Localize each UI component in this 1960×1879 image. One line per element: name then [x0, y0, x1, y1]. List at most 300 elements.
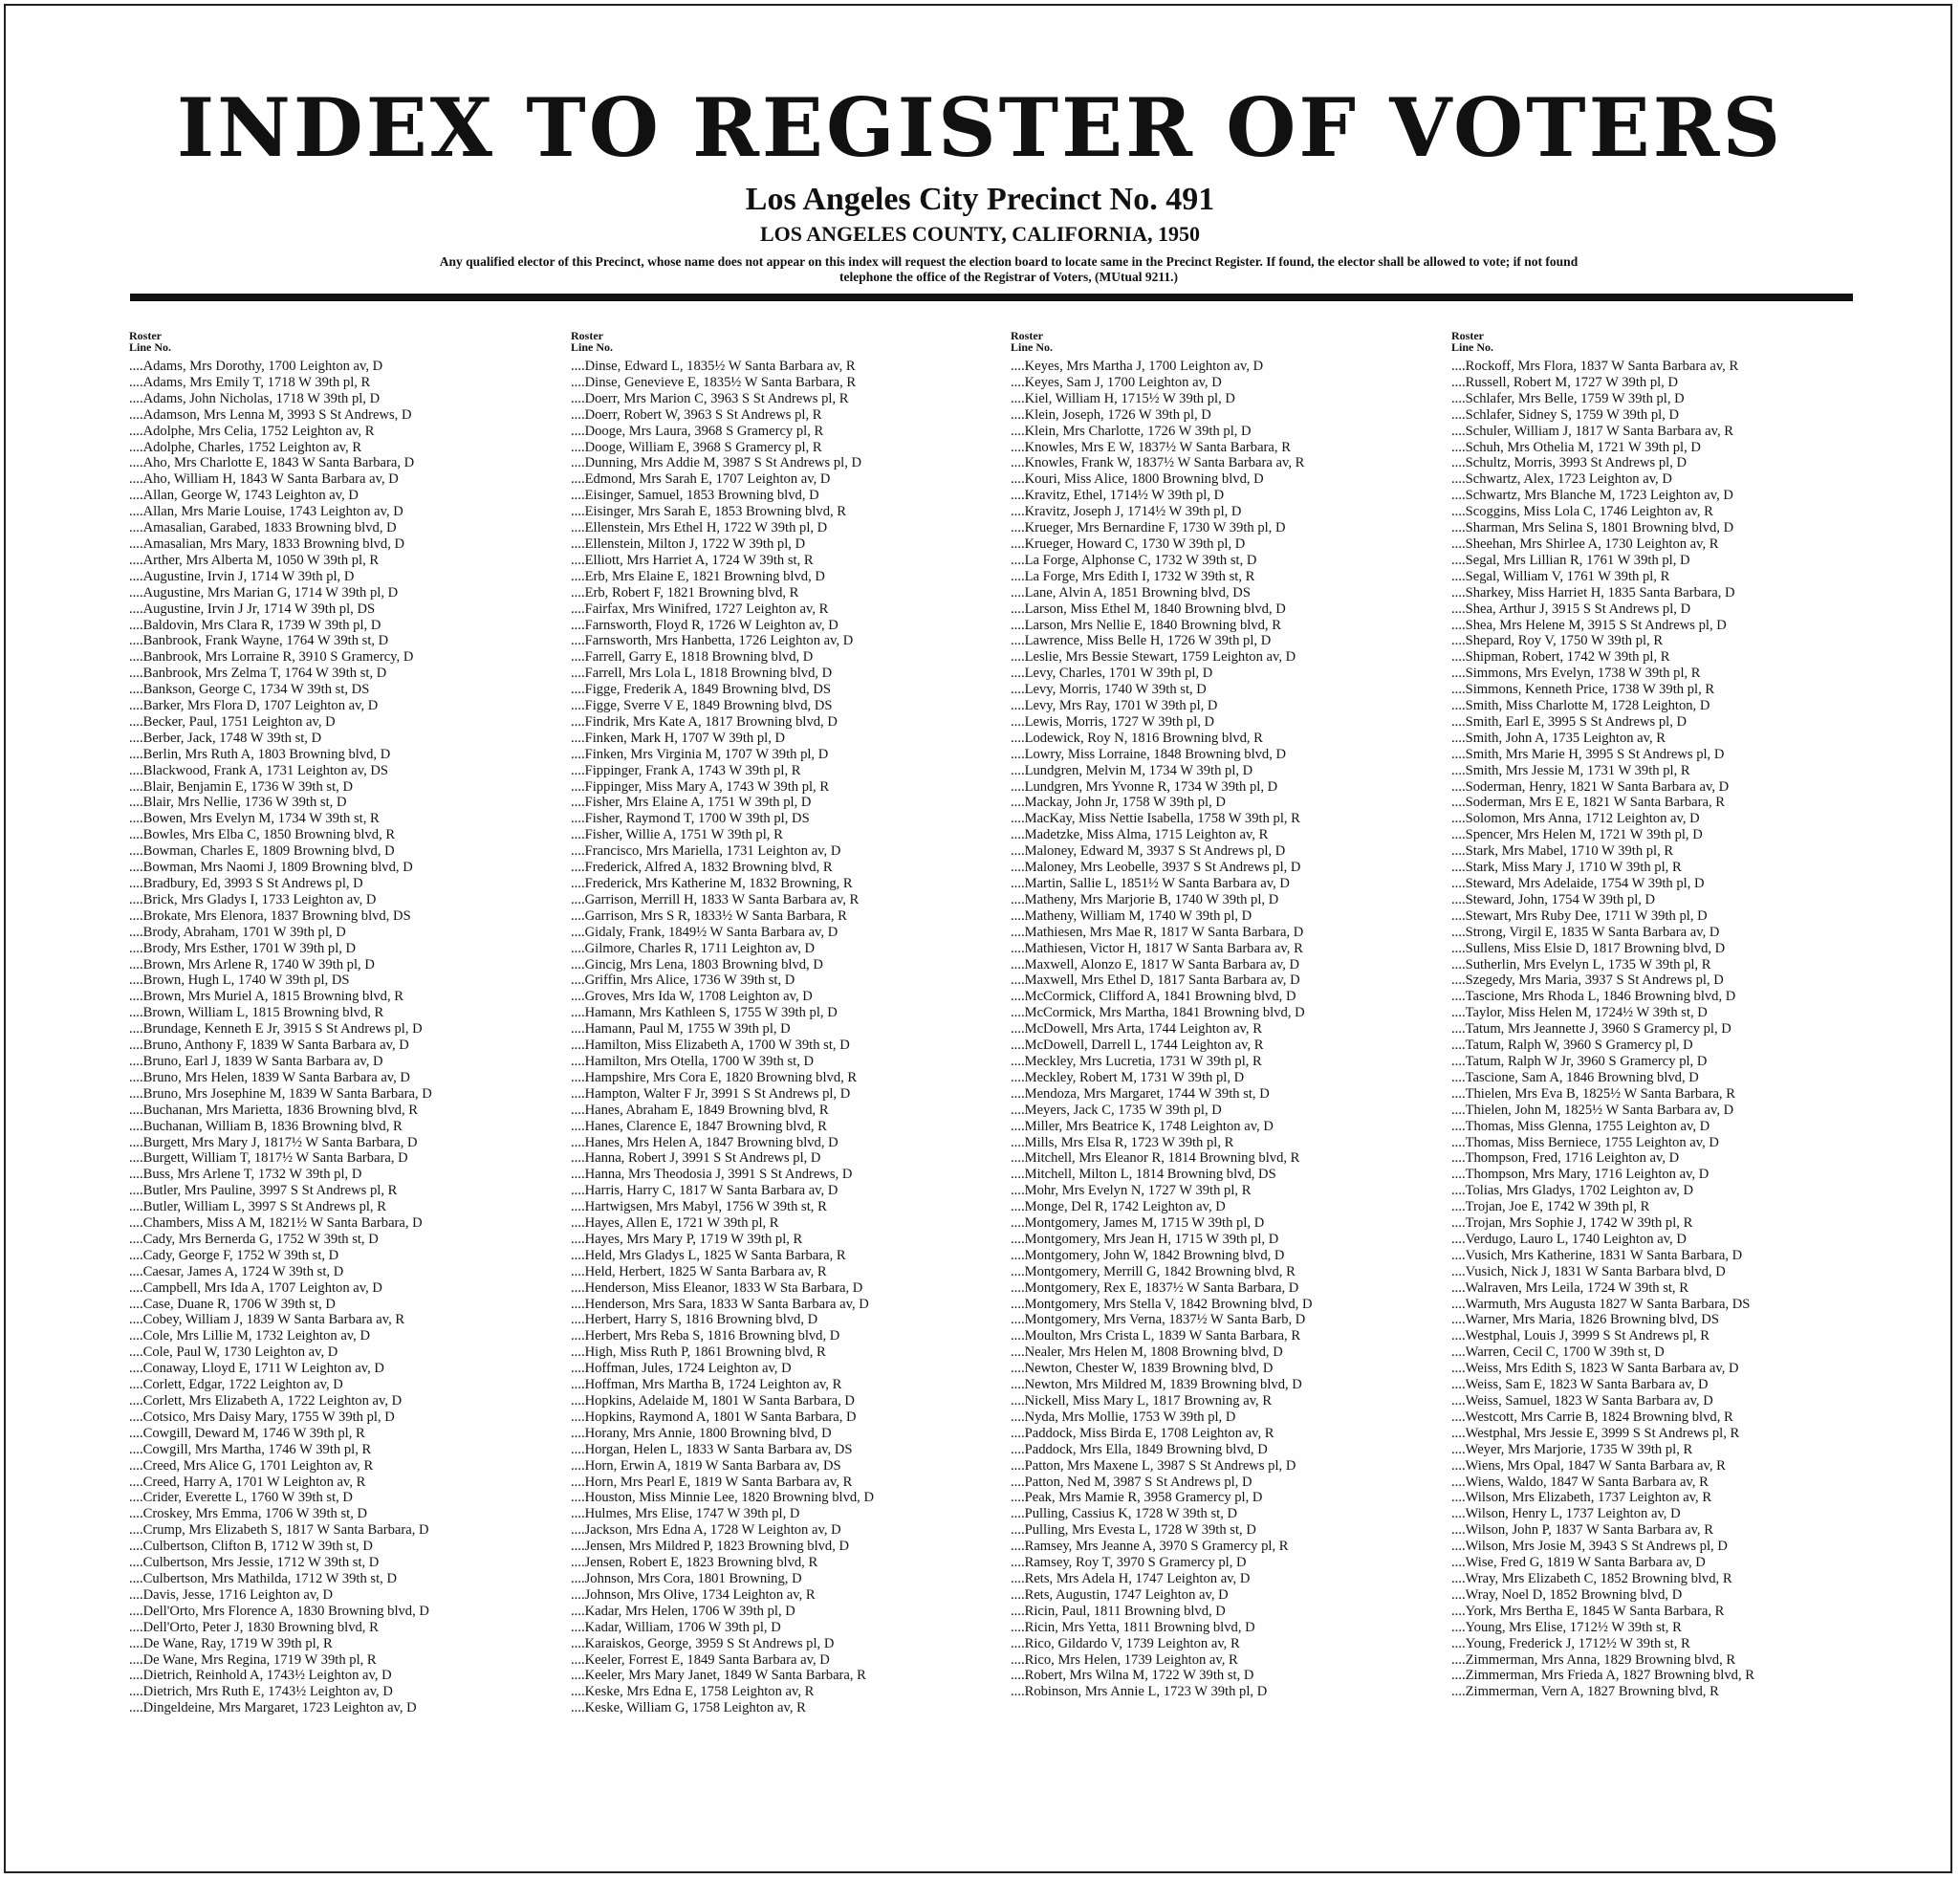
voter-entry: ....Fisher, Mrs Elaine A, 1751 W 39th pl, D: [571, 795, 812, 811]
voter-entry: ....Paddock, Miss Birda E, 1708 Leighton av, R: [1011, 1425, 1274, 1441]
voter-entry: ....Croskey, Mrs Emma, 1706 W 39th st, D: [129, 1506, 368, 1522]
voter-entry: ....Augustine, Mrs Marian G, 1714 W 39th pl, D: [129, 584, 399, 601]
voter-entry: ....Fippinger, Miss Mary A, 1743 W 39th pl, R: [571, 778, 830, 795]
voter-entry: ....Lundgren, Melvin M, 1734 W 39th pl, D: [1011, 762, 1253, 778]
voter-entry: ....Levy, Charles, 1701 W 39th pl, D: [1011, 666, 1213, 682]
voter-entry: ....Wray, Noel D, 1852 Browning blvd, D: [1451, 1586, 1683, 1603]
voter-entry: ....Becker, Paul, 1751 Leighton av, D: [129, 713, 336, 730]
voter-entry: ....McDowell, Mrs Arta, 1744 Leighton av, R: [1011, 1021, 1262, 1038]
voter-entry: ....Buss, Mrs Arlene T, 1732 W 39th pl, D: [129, 1167, 362, 1183]
voter-entry: ....Brown, Mrs Arlene R, 1740 W 39th pl, D: [129, 956, 375, 972]
column-header-line-no: Line No.: [571, 340, 614, 354]
voter-entry: ....Lawrence, Miss Belle H, 1726 W 39th pl, D: [1011, 633, 1272, 649]
voter-entry: ....Mohr, Mrs Evelyn N, 1727 W 39th pl, R: [1011, 1183, 1252, 1199]
voter-entry: ....Dietrich, Reinhold A, 1743½ Leighton av, D: [129, 1668, 392, 1684]
voter-entry: ....Crider, Everette L, 1760 W 39th st, D: [129, 1490, 353, 1506]
voter-entry: ....Hamilton, Miss Elizabeth A, 1700 W 39th st, D: [571, 1038, 850, 1054]
voter-entry: ....Farrell, Mrs Lola L, 1818 Browning blvd, D: [571, 666, 833, 682]
column-header: [129, 330, 578, 353]
voter-entry: ....Elliott, Mrs Harriet A, 1724 W 39th st, R: [571, 552, 814, 568]
voter-entry: ....Banbrook, Mrs Zelma T, 1764 W 39th st, D: [129, 666, 387, 682]
voter-entry: ....Verdugo, Lauro L, 1740 Leighton av, D: [1451, 1231, 1687, 1247]
voter-entry: ....Montgomery, Mrs Stella V, 1842 Browning blvd, D: [1011, 1296, 1313, 1312]
voter-entry: ....Figge, Sverre V E, 1849 Browning blvd, DS: [571, 698, 833, 714]
voter-entry: ....Wiens, Mrs Opal, 1847 W Santa Barbara av, R: [1451, 1457, 1726, 1474]
voter-entry: ....Bradbury, Ed, 3993 S St Andrews pl, D: [129, 876, 363, 891]
voter-entry: ....Groves, Mrs Ida W, 1708 Leighton av, D: [571, 989, 813, 1005]
voter-entry: ....Jensen, Mrs Mildred P, 1823 Browning blvd, D: [571, 1539, 850, 1555]
voter-entry: ....Dell'Orto, Peter J, 1830 Browning blvd, R: [129, 1619, 379, 1635]
voter-entry: ....Warmuth, Mrs Augusta 1827 W Santa Barbara, DS: [1451, 1296, 1751, 1312]
voter-entry: ....Thomas, Miss Glenna, 1755 Leighton av, D: [1451, 1118, 1710, 1134]
voter-entry: ....Creed, Mrs Alice G, 1701 Leighton av, R: [129, 1457, 374, 1474]
voter-entry: ....Horgan, Helen L, 1833 W Santa Barbara av, DS: [571, 1441, 853, 1457]
voter-column-4: [1451, 330, 1901, 1700]
voter-entry: ....Gilmore, Charles R, 1711 Leighton av, D: [571, 940, 816, 956]
voter-entry: ....Maloney, Edward M, 3937 S St Andrews pl, D: [1011, 843, 1286, 860]
voter-entry: ....Schuh, Mrs Othelia M, 1721 W 39th pl, D: [1451, 439, 1701, 455]
voter-entry: ....Brown, William L, 1815 Browning blvd, R: [129, 1005, 384, 1021]
voter-entry: ....Mendoza, Mrs Margaret, 1744 W 39th st, D: [1011, 1085, 1270, 1102]
voter-entry: ....Dunning, Mrs Addie M, 3987 S St Andrews pl, D: [571, 455, 862, 471]
voter-entry: ....Case, Duane R, 1706 W 39th st, D: [129, 1296, 336, 1312]
voter-entry: ....Dooge, William E, 3968 S Gramercy pl, R: [571, 439, 822, 455]
voter-entry: ....Tascione, Sam A, 1846 Browning blvd, D: [1451, 1069, 1699, 1085]
voter-entry: ....Soderman, Henry, 1821 W Santa Barbara av, D: [1451, 778, 1730, 795]
voter-entry: ....La Forge, Mrs Edith I, 1732 W 39th st, R: [1011, 568, 1255, 584]
voter-entry: ....McDowell, Darrell L, 1744 Leighton av, R: [1011, 1038, 1264, 1054]
voter-entry: ....Matheny, Mrs Marjorie B, 1740 W 39th pl, D: [1011, 891, 1279, 907]
voter-entry: ....Thompson, Fred, 1716 Leighton av, D: [1451, 1150, 1680, 1167]
voter-entry: ....Montgomery, Mrs Jean H, 1715 W 39th pl, D: [1011, 1231, 1279, 1247]
voter-entry: ....Nyda, Mrs Mollie, 1753 W 39th pl, D: [1011, 1409, 1236, 1425]
voter-entry: ....Schuler, William J, 1817 W Santa Barbara av, R: [1451, 423, 1733, 439]
voter-entry: ....Burgett, William T, 1817½ W Santa Barbara, D: [129, 1150, 408, 1167]
voter-entry: ....Amasalian, Mrs Mary, 1833 Browning blvd, D: [129, 535, 405, 552]
voter-entry: ....Patton, Mrs Maxene L, 3987 S St Andrews pl, D: [1011, 1457, 1296, 1474]
voter-entry: ....Tatum, Mrs Jeannette J, 3960 S Gramercy pl, D: [1451, 1021, 1731, 1038]
voter-entry: ....Schlafer, Mrs Belle, 1759 W 39th pl, D: [1451, 390, 1685, 406]
voter-entry: ....Sutherlin, Mrs Evelyn L, 1735 W 39th pl, R: [1451, 956, 1711, 972]
voter-entry: ....Held, Herbert, 1825 W Santa Barbara av, R: [571, 1263, 827, 1279]
voter-entry: ....Adams, Mrs Dorothy, 1700 Leighton av, D: [129, 359, 383, 374]
column-header-roster: Roster: [1451, 329, 1484, 342]
voter-entry: ....Brown, Mrs Muriel A, 1815 Browning blvd, R: [129, 989, 404, 1005]
voter-entry: ....Keeler, Forrest E, 1849 Santa Barbara av, D: [571, 1651, 830, 1668]
voter-entry: ....Wilson, John P, 1837 W Santa Barbara av, R: [1451, 1522, 1713, 1539]
voter-entry: ....Hopkins, Raymond A, 1801 W Santa Barbara, D: [571, 1409, 857, 1425]
voter-entry: ....Banbrook, Mrs Lorraine R, 3910 S Gramercy, D: [129, 649, 414, 666]
voter-entry: ....Adamson, Mrs Lenna M, 3993 S St Andrews, D: [129, 406, 412, 423]
voter-entry: ....York, Mrs Bertha E, 1845 W Santa Barbara, R: [1451, 1603, 1725, 1619]
voter-entry: ....Sharkey, Miss Harriet H, 1835 Santa Barbara, D: [1451, 584, 1735, 601]
voter-entry: ....Ramsey, Mrs Jeanne A, 3970 S Gramercy pl, R: [1011, 1539, 1289, 1555]
voter-entry: ....De Wane, Ray, 1719 W 39th pl, R: [129, 1635, 333, 1651]
voter-entry: ....Schwartz, Alex, 1723 Leighton av, D: [1451, 471, 1672, 488]
voter-entry: ....Caesar, James A, 1724 W 39th st, D: [129, 1263, 344, 1279]
voter-entry: ....Montgomery, Mrs Verna, 1837½ W Santa Barb, D: [1011, 1312, 1306, 1328]
voter-entry: ....Barker, Mrs Flora D, 1707 Leighton av, D: [129, 698, 379, 714]
voter-entry: ....Horn, Erwin A, 1819 W Santa Barbara av, DS: [571, 1457, 841, 1474]
column-header-line-no: Line No.: [129, 340, 172, 354]
voter-entry: ....Aho, William H, 1843 W Santa Barbara av, D: [129, 471, 399, 488]
voter-entry: ....Jensen, Robert E, 1823 Browning blvd, R: [571, 1555, 818, 1571]
voter-entry: ....Hanes, Clarence E, 1847 Browning blvd, R: [571, 1118, 827, 1134]
voter-entry: ....Herbert, Harry S, 1816 Browning blvd, D: [571, 1312, 818, 1328]
voter-entry: ....Zimmerman, Vern A, 1827 Browning blvd, R: [1451, 1684, 1719, 1700]
voter-entry: ....Taylor, Miss Helen M, 1724½ W 39th st, D: [1451, 1005, 1708, 1021]
voter-entry: ....Westcott, Mrs Carrie B, 1824 Browning blvd, R: [1451, 1409, 1733, 1425]
voter-entry: ....Mathiesen, Victor H, 1817 W Santa Barbara av, R: [1011, 940, 1303, 956]
voter-entry: ....Schultz, Morris, 3993 St Andrews pl, D: [1451, 455, 1688, 471]
voter-entry: ....Scoggins, Miss Lola C, 1746 Leighton av, R: [1451, 504, 1713, 520]
voter-entry: ....Schwartz, Mrs Blanche M, 1723 Leighton av, D: [1451, 488, 1733, 504]
voter-entry: ....Mathiesen, Mrs Mae R, 1817 W Santa Barbara, D: [1011, 924, 1304, 940]
voter-entry: ....Brown, Hugh L, 1740 W 39th pl, DS: [129, 972, 350, 989]
voter-entry: ....Meckley, Robert M, 1731 W 39th pl, D: [1011, 1069, 1245, 1085]
voter-entry: ....Bowman, Mrs Naomi J, 1809 Browning blvd, D: [129, 860, 413, 876]
voter-entry: ....Fisher, Willie A, 1751 W 39th pl, R: [571, 827, 783, 843]
voter-entry: ....Cowgill, Mrs Martha, 1746 W 39th pl, R: [129, 1441, 372, 1457]
voter-entry: ....Baldovin, Mrs Clara R, 1739 W 39th pl, D: [129, 617, 381, 633]
voter-entry: ....Segal, William V, 1761 W 39th pl, R: [1451, 568, 1670, 584]
voter-entry: ....Pulling, Mrs Evesta L, 1728 W 39th st, D: [1011, 1522, 1256, 1539]
voter-entry: ....Conaway, Lloyd E, 1711 W Leighton av, D: [129, 1361, 384, 1377]
voter-entry: ....Dooge, Mrs Laura, 3968 S Gramercy pl, R: [571, 423, 824, 439]
voter-entry: ....Hanna, Mrs Theodosia J, 3991 S St Andrews, D: [571, 1167, 853, 1183]
voter-entry: ....Hanes, Abraham E, 1849 Browning blvd, R: [571, 1102, 829, 1118]
voter-entry: ....Solomon, Mrs Anna, 1712 Leighton av, D: [1451, 811, 1700, 827]
voter-entry: ....Maxwell, Mrs Ethel D, 1817 Santa Barbara av, D: [1011, 972, 1300, 989]
voter-entry: ....Maloney, Mrs Leobelle, 3937 S St Andrews pl, D: [1011, 860, 1301, 876]
voter-entry: ....Kiel, William H, 1715½ W 39th pl, D: [1011, 390, 1235, 406]
voter-entry: ....Shipman, Robert, 1742 W 39th pl, R: [1451, 649, 1670, 666]
voter-entry: ....Brick, Mrs Gladys I, 1733 Leighton av, D: [129, 891, 377, 907]
voter-entry: ....Aho, Mrs Charlotte E, 1843 W Santa Barbara, D: [129, 455, 415, 471]
voter-entry: ....Levy, Morris, 1740 W 39th st, D: [1011, 682, 1207, 698]
voter-entry: ....Knowles, Frank W, 1837½ W Santa Barbara av, R: [1011, 455, 1305, 471]
voter-entry: ....Weiss, Samuel, 1823 W Santa Barbara av, D: [1451, 1393, 1713, 1409]
voter-entry: ....Vusich, Nick J, 1831 W Santa Barbara blvd, D: [1451, 1263, 1726, 1279]
voter-entry: ....Sullens, Miss Elsie D, 1817 Browning blvd, D: [1451, 940, 1726, 956]
voter-entry: ....Kadar, William, 1706 W 39th pl, D: [571, 1619, 781, 1635]
voter-entry: ....Westphal, Mrs Jessie E, 3999 S St Andrews pl, R: [1451, 1425, 1740, 1441]
voter-entry: ....Garrison, Merrill H, 1833 W Santa Barbara av, R: [571, 891, 860, 907]
voter-entry: ....Matheny, William M, 1740 W 39th pl, D: [1011, 907, 1252, 924]
voter-entry: ....Thielen, John M, 1825½ W Santa Barbara av, D: [1451, 1102, 1734, 1118]
voter-entry: ....Maxwell, Alonzo E, 1817 W Santa Barbara av, D: [1011, 956, 1300, 972]
voter-entry: ....Bankson, George C, 1734 W 39th st, DS: [129, 682, 370, 698]
voter-entry: ....Meyers, Jack C, 1735 W 39th pl, D: [1011, 1102, 1222, 1118]
voter-entry: ....Smith, John A, 1735 Leighton av, R: [1451, 730, 1666, 746]
voter-entry: ....Corlett, Mrs Elizabeth A, 1722 Leighton av, D: [129, 1393, 403, 1409]
voter-entry: ....Hopkins, Adelaide M, 1801 W Santa Barbara, D: [571, 1393, 855, 1409]
voter-entry: ....Hanes, Mrs Helen A, 1847 Browning blvd, D: [571, 1134, 838, 1150]
county-line: LOS ANGELES COUNTY, CALIFORNIA, 1950: [759, 222, 1201, 246]
voter-entry: ....Held, Mrs Gladys L, 1825 W Santa Barbara, R: [571, 1247, 846, 1263]
precinct-subtitle: Los Angeles City Precinct No. 491: [745, 182, 1215, 217]
voter-entry: ....Allan, Mrs Marie Louise, 1743 Leighton av, D: [129, 504, 403, 520]
voter-entry: ....Martin, Sallie L, 1851½ W Santa Barbara av, D: [1011, 876, 1290, 891]
voter-entry: ....Sharman, Mrs Selina S, 1801 Browning blvd, D: [1451, 520, 1734, 536]
voter-entry: ....Hanna, Robert J, 3991 S St Andrews pl, D: [571, 1150, 821, 1167]
voter-entry: ....Spencer, Mrs Helen M, 1721 W 39th pl, D: [1451, 827, 1703, 843]
voter-entry: ....Russell, Robert M, 1727 W 39th pl, D: [1451, 374, 1679, 390]
voter-entry: ....Griffin, Mrs Alice, 1736 W 39th st, D: [571, 972, 795, 989]
voter-entry: ....Kravitz, Joseph J, 1714½ W 39th pl, D: [1011, 504, 1242, 520]
voter-entry: ....Tascione, Mrs Rhoda L, 1846 Browning blvd, D: [1451, 989, 1736, 1005]
voter-entry: ....Walraven, Mrs Leila, 1724 W 39th st, R: [1451, 1279, 1688, 1296]
voter-entry: ....Edmond, Mrs Sarah E, 1707 Leighton av, D: [571, 471, 831, 488]
voter-entry: ....Bowen, Mrs Evelyn M, 1734 W 39th st, R: [129, 811, 380, 827]
voter-entry: ....Banbrook, Frank Wayne, 1764 W 39th st, D: [129, 633, 389, 649]
voter-entry: ....Smith, Mrs Marie H, 3995 S St Andrews pl, D: [1451, 746, 1725, 762]
voter-entry: ....Berber, Jack, 1748 W 39th st, D: [129, 730, 322, 746]
voter-entry: ....Moulton, Mrs Crista L, 1839 W Santa Barbara, R: [1011, 1328, 1301, 1344]
voter-entry: ....Erb, Robert F, 1821 Browning blvd, R: [571, 584, 799, 601]
voter-entry: ....Blair, Benjamin E, 1736 W 39th st, D: [129, 778, 353, 795]
voter-entry: ....McCormick, Mrs Martha, 1841 Browning blvd, D: [1011, 1005, 1305, 1021]
voter-entry: ....Ellenstein, Mrs Ethel H, 1722 W 39th pl, D: [571, 520, 828, 536]
voter-entry: ....Creed, Harry A, 1701 W Leighton av, R: [129, 1474, 366, 1490]
column-header-roster: Roster: [1011, 329, 1043, 342]
voter-entry: ....Mills, Mrs Elsa R, 1723 W 39th pl, R: [1011, 1134, 1234, 1150]
voter-entry: ....Chambers, Miss A M, 1821½ W Santa Barbara, D: [129, 1215, 423, 1232]
voter-entry: ....Fisher, Raymond T, 1700 W 39th pl, DS: [571, 811, 810, 827]
column-header-roster: Roster: [129, 329, 162, 342]
voter-entry: ....Hartwigsen, Mrs Mabyl, 1756 W 39th st, R: [571, 1199, 827, 1215]
voter-entry: ....Monge, Del R, 1742 Leighton av, D: [1011, 1199, 1226, 1215]
voter-entry: ....Finken, Mark H, 1707 W 39th pl, D: [571, 730, 786, 746]
voter-entry: ....Francisco, Mrs Mariella, 1731 Leighton av, D: [571, 843, 841, 860]
voter-entry: ....Bowman, Charles E, 1809 Browning blvd, D: [129, 843, 395, 860]
voter-entry: ....Steward, John, 1754 W 39th pl, D: [1451, 891, 1656, 907]
voter-list: [129, 359, 578, 1716]
voter-entry: ....Hamann, Mrs Kathleen S, 1755 W 39th pl, D: [571, 1005, 838, 1021]
voter-entry: ....Ellenstein, Milton J, 1722 W 39th pl, D: [571, 535, 806, 552]
voter-entry: ....Knowles, Mrs E W, 1837½ W Santa Barbara, R: [1011, 439, 1291, 455]
voter-entry: ....Zimmerman, Mrs Anna, 1829 Browning blvd, R: [1451, 1651, 1736, 1668]
voter-entry: ....Adolphe, Charles, 1752 Leighton av, R: [129, 439, 362, 455]
voter-entry: ....Culbertson, Mrs Mathilda, 1712 W 39th st, D: [129, 1570, 397, 1586]
voter-entry: ....Henderson, Mrs Sara, 1833 W Santa Barbara av, D: [571, 1296, 869, 1312]
header-rule: [130, 294, 1853, 301]
voter-entry: ....Klein, Mrs Charlotte, 1726 W 39th pl, D: [1011, 423, 1252, 439]
voter-entry: ....Butler, Mrs Pauline, 3997 S St Andrews pl, R: [129, 1183, 398, 1199]
voter-entry: ....Doerr, Robert W, 3963 S St Andrews pl, R: [571, 406, 822, 423]
voter-entry: ....Keyes, Mrs Martha J, 1700 Leighton av, D: [1011, 359, 1264, 374]
voter-entry: ....Hayes, Allen E, 1721 W 39th pl, R: [571, 1215, 779, 1232]
voter-entry: ....Rockoff, Mrs Flora, 1837 W Santa Barbara av, R: [1451, 359, 1739, 374]
voter-column-1: [129, 330, 578, 1716]
voter-entry: ....Crump, Mrs Elizabeth S, 1817 W Santa Barbara, D: [129, 1522, 429, 1539]
column-header-line-no: Line No.: [1451, 340, 1494, 354]
voter-entry: ....High, Miss Ruth P, 1861 Browning blvd, R: [571, 1344, 826, 1361]
voter-entry: ....Wilson, Mrs Elizabeth, 1737 Leighton av, R: [1451, 1490, 1712, 1506]
voter-entry: ....Jackson, Mrs Edna A, 1728 W Leighton av, D: [571, 1522, 841, 1539]
voter-entry: ....Hampton, Walter F Jr, 3991 S St Andrews pl, D: [571, 1085, 851, 1102]
voter-entry: ....Hulmes, Mrs Elise, 1747 W 39th pl, D: [571, 1506, 800, 1522]
voter-entry: ....Larson, Mrs Nellie E, 1840 Browning blvd, R: [1011, 617, 1281, 633]
column-header: [571, 330, 1020, 353]
voter-entry: ....Mitchell, Milton L, 1814 Browning blvd, DS: [1011, 1167, 1276, 1183]
voter-entry: ....Meckley, Mrs Lucretia, 1731 W 39th pl, R: [1011, 1053, 1262, 1069]
column-header-line-no: Line No.: [1011, 340, 1054, 354]
voter-entry: ....Horany, Mrs Annie, 1800 Browning blvd, D: [571, 1425, 832, 1441]
voter-entry: ....Hoffman, Jules, 1724 Leighton av, D: [571, 1361, 792, 1377]
voter-entry: ....Simmons, Kenneth Price, 1738 W 39th pl, R: [1451, 682, 1715, 698]
voter-entry: ....Finken, Mrs Virginia M, 1707 W 39th pl, D: [571, 746, 829, 762]
voter-entry: ....Robert, Mrs Wilna M, 1722 W 39th st, D: [1011, 1668, 1254, 1684]
voter-entry: ....Stewart, Mrs Ruby Dee, 1711 W 39th pl, D: [1451, 907, 1708, 924]
voter-entry: ....Blackwood, Frank A, 1731 Leighton av, DS: [129, 762, 389, 778]
voter-entry: ....Warren, Cecil C, 1700 W 39th st, D: [1451, 1344, 1665, 1361]
page-title: INDEX TO REGISTER OF VOTERS: [176, 80, 1784, 175]
voter-entry: ....Wray, Mrs Elizabeth C, 1852 Browning blvd, R: [1451, 1570, 1732, 1586]
voter-entry: ....Trojan, Mrs Sophie J, 1742 W 39th pl, R: [1451, 1215, 1693, 1232]
voter-entry: ....Frederick, Alfred A, 1832 Browning blvd, R: [571, 860, 833, 876]
voter-entry: ....Fairfax, Mrs Winifred, 1727 Leighton av, R: [571, 601, 829, 617]
voter-list: [1451, 359, 1901, 1700]
voter-entry: ....Bruno, Mrs Josephine M, 1839 W Santa Barbara, D: [129, 1085, 432, 1102]
voter-entry: ....Warner, Mrs Maria, 1826 Browning blvd, DS: [1451, 1312, 1719, 1328]
voter-entry: ....Thomas, Miss Berniece, 1755 Leighton av, D: [1451, 1134, 1719, 1150]
voter-entry: ....Young, Frederick J, 1712½ W 39th st, R: [1451, 1635, 1690, 1651]
voter-entry: ....Burgett, Mrs Mary J, 1817½ W Santa Barbara, D: [129, 1134, 418, 1150]
voter-entry: ....Weiss, Sam E, 1823 W Santa Barbara av, D: [1451, 1377, 1709, 1393]
voter-entry: ....Weyer, Mrs Marjorie, 1735 W 39th pl, R: [1451, 1441, 1693, 1457]
voter-entry: ....Patton, Ned M, 3987 S St Andrews pl, D: [1011, 1474, 1252, 1490]
voter-entry: ....Krueger, Mrs Bernardine F, 1730 W 39th pl, D: [1011, 520, 1286, 536]
voter-entry: ....Robinson, Mrs Annie L, 1723 W 39th pl, D: [1011, 1684, 1268, 1700]
voter-entry: ....Krueger, Howard C, 1730 W 39th pl, D: [1011, 535, 1246, 552]
voter-entry: ....Bowles, Mrs Elba C, 1850 Browning blvd, R: [129, 827, 396, 843]
voter-entry: ....Stark, Miss Mary J, 1710 W 39th pl, R: [1451, 860, 1682, 876]
voter-entry: ....Brundage, Kenneth E Jr, 3915 S St Andrews pl, D: [129, 1021, 423, 1038]
voter-entry: ....Herbert, Mrs Reba S, 1816 Browning blvd, D: [571, 1328, 840, 1344]
voter-column-2: [571, 330, 1020, 1716]
voter-entry: ....Lane, Alvin A, 1851 Browning blvd, DS: [1011, 584, 1251, 601]
voter-entry: ....Nealer, Mrs Helen M, 1808 Browning blvd, D: [1011, 1344, 1283, 1361]
column-header-roster: Roster: [571, 329, 603, 342]
voter-notice: Any qualified elector of this Precinct, whose name does not appear on this index will request the election board to locate same in the Precinct Register. If found, the elector shall be allowed to vote; if not found telephone the office of the Registrar of Voters, (MUtual 9211.): [439, 254, 1579, 284]
voter-entry: ....Schlafer, Sidney S, 1759 W 39th pl, D: [1451, 406, 1680, 423]
voter-entry: ....Garrison, Mrs S R, 1833½ W Santa Barbara, R: [571, 907, 847, 924]
voter-entry: ....Adams, John Nicholas, 1718 W 39th pl, D: [129, 390, 381, 406]
voter-entry: ....Westphal, Louis J, 3999 S St Andrews pl, R: [1451, 1328, 1710, 1344]
voter-entry: ....Wilson, Henry L, 1737 Leighton av, D: [1451, 1506, 1681, 1522]
voter-entry: ....Horn, Mrs Pearl E, 1819 W Santa Barbara av, R: [571, 1474, 853, 1490]
voter-entry: ....Tatum, Ralph W Jr, 3960 S Gramercy pl, D: [1451, 1053, 1708, 1069]
voter-entry: ....Cowgill, Deward M, 1746 W 39th pl, R: [129, 1425, 365, 1441]
voter-entry: ....Dingeldeine, Mrs Margaret, 1723 Leighton av, D: [129, 1700, 417, 1716]
voter-entry: ....Farnsworth, Mrs Hanbetta, 1726 Leighton av, D: [571, 633, 854, 649]
column-header: [1451, 330, 1901, 353]
voter-entry: ....Smith, Earl E, 3995 S St Andrews pl, D: [1451, 713, 1688, 730]
voter-entry: ....Cole, Paul W, 1730 Leighton av, D: [129, 1344, 338, 1361]
voter-entry: ....Farnsworth, Floyd R, 1726 W Leighton av, D: [571, 617, 838, 633]
voter-entry: ....Butler, William L, 3997 S St Andrews pl, R: [129, 1199, 386, 1215]
voter-entry: ....Findrik, Mrs Kate A, 1817 Browning blvd, D: [571, 713, 838, 730]
voter-entry: ....Mackay, John Jr, 1758 W 39th pl, D: [1011, 795, 1226, 811]
voter-entry: ....Keske, Mrs Edna E, 1758 Leighton av, R: [571, 1684, 815, 1700]
voter-entry: ....Keske, William G, 1758 Leighton av, R: [571, 1700, 806, 1716]
voter-entry: ....Zimmerman, Mrs Frieda A, 1827 Browning blvd, R: [1451, 1668, 1754, 1684]
voter-entry: ....Ricin, Paul, 1811 Browning blvd, D: [1011, 1603, 1226, 1619]
voter-entry: ....Amasalian, Garabed, 1833 Browning blvd, D: [129, 520, 397, 536]
voter-entry: ....Leslie, Mrs Bessie Stewart, 1759 Leighton av, D: [1011, 649, 1296, 666]
voter-column-3: [1011, 330, 1460, 1700]
voter-entry: ....MacKay, Miss Nettie Isabella, 1758 W 39th pl, R: [1011, 811, 1300, 827]
voter-entry: ....Thompson, Mrs Mary, 1716 Leighton av, D: [1451, 1167, 1710, 1183]
voter-entry: ....Cady, George F, 1752 W 39th st, D: [129, 1247, 339, 1263]
voter-entry: ....Ramsey, Roy T, 3970 S Gramercy pl, D: [1011, 1555, 1247, 1571]
voter-entry: ....Montgomery, John W, 1842 Browning blvd, D: [1011, 1247, 1285, 1263]
voter-entry: ....Sheehan, Mrs Shirlee A, 1730 Leighton av, R: [1451, 535, 1719, 552]
voter-entry: ....Tolias, Mrs Gladys, 1702 Leighton av, D: [1451, 1183, 1693, 1199]
voter-entry: ....Shepard, Roy V, 1750 W 39th pl, R: [1451, 633, 1664, 649]
voter-entry: ....Montgomery, Rex E, 1837½ W Santa Barbara, D: [1011, 1279, 1299, 1296]
voter-entry: ....Young, Mrs Elise, 1712½ W 39th st, R: [1451, 1619, 1682, 1635]
voter-entry: ....Johnson, Mrs Cora, 1801 Browning, D: [571, 1570, 802, 1586]
voter-entry: ....Erb, Mrs Elaine E, 1821 Browning blvd, D: [571, 568, 825, 584]
voter-entry: ....Johnson, Mrs Olive, 1734 Leighton av, R: [571, 1586, 816, 1603]
voter-entry: ....Dinse, Genevieve E, 1835½ W Santa Barbara, R: [571, 374, 857, 390]
voter-entry: ....Brody, Abraham, 1701 W 39th pl, D: [129, 924, 346, 940]
voter-entry: ....Szegedy, Mrs Maria, 3937 S St Andrews pl, D: [1451, 972, 1724, 989]
voter-entry: ....Ricin, Mrs Yetta, 1811 Browning blvd, D: [1011, 1619, 1255, 1635]
voter-entry: ....Segal, Mrs Lillian R, 1761 W 39th pl, D: [1451, 552, 1690, 568]
voter-entry: ....Rets, Mrs Adela H, 1747 Leighton av, D: [1011, 1570, 1251, 1586]
voter-entry: ....Augustine, Irvin J Jr, 1714 W 39th pl, DS: [129, 601, 376, 617]
voter-entry: ....Lowry, Miss Lorraine, 1848 Browning blvd, D: [1011, 746, 1287, 762]
voter-entry: ....Steward, Mrs Adelaide, 1754 W 39th pl, D: [1451, 876, 1705, 891]
voter-entry: ....Gincig, Mrs Lena, 1803 Browning blvd, D: [571, 956, 823, 972]
voter-entry: ....Mitchell, Mrs Eleanor R, 1814 Browning blvd, R: [1011, 1150, 1300, 1167]
voter-entry: ....Wilson, Mrs Josie M, 3943 S St Andrews pl, D: [1451, 1539, 1728, 1555]
voter-entry: ....Lewis, Morris, 1727 W 39th pl, D: [1011, 713, 1215, 730]
voter-entry: ....Cole, Mrs Lillie M, 1732 Leighton av, D: [129, 1328, 370, 1344]
voter-entry: ....Fippinger, Frank A, 1743 W 39th pl, R: [571, 762, 801, 778]
voter-entry: ....Hayes, Mrs Mary P, 1719 W 39th pl, R: [571, 1231, 803, 1247]
voter-entry: ....Larson, Miss Ethel M, 1840 Browning blvd, D: [1011, 601, 1286, 617]
voter-entry: ....Bruno, Mrs Helen, 1839 W Santa Barbara av, D: [129, 1069, 410, 1085]
voter-entry: ....Montgomery, Merrill G, 1842 Browning blvd, R: [1011, 1263, 1296, 1279]
voter-entry: ....Brody, Mrs Esther, 1701 W 39th pl, D: [129, 940, 357, 956]
voter-entry: ....Gidaly, Frank, 1849½ W Santa Barbara av, D: [571, 924, 838, 940]
voter-entry: ....Buchanan, William B, 1836 Browning blvd, R: [129, 1118, 403, 1134]
voter-entry: ....Thielen, Mrs Eva B, 1825½ W Santa Barbara, R: [1451, 1085, 1735, 1102]
voter-entry: ....Lundgren, Mrs Yvonne R, 1734 W 39th pl, D: [1011, 778, 1278, 795]
voter-entry: ....Newton, Chester W, 1839 Browning blvd, D: [1011, 1361, 1274, 1377]
voter-entry: ....Vusich, Mrs Katherine, 1831 W Santa Barbara, D: [1451, 1247, 1743, 1263]
voter-entry: ....Wiens, Waldo, 1847 W Santa Barbara av, R: [1451, 1474, 1709, 1490]
voter-entry: ....Frederick, Mrs Katherine M, 1832 Browning, R: [571, 876, 853, 891]
voter-entry: ....Cobey, William J, 1839 W Santa Barbara av, R: [129, 1312, 405, 1328]
voter-entry: ....Arther, Mrs Alberta M, 1050 W 39th pl, R: [129, 552, 380, 568]
voter-entry: ....Shea, Arthur J, 3915 S St Andrews pl, D: [1451, 601, 1691, 617]
voter-entry: ....Culbertson, Clifton B, 1712 W 39th st, D: [129, 1539, 373, 1555]
voter-entry: ....Stark, Mrs Mabel, 1710 W 39th pl, R: [1451, 843, 1674, 860]
voter-entry: ....Augustine, Irvin J, 1714 W 39th pl, D: [129, 568, 355, 584]
voter-entry: ....Peak, Mrs Mamie R, 3958 Gramercy pl, D: [1011, 1490, 1263, 1506]
voter-entry: ....Hoffman, Mrs Martha B, 1724 Leighton av, R: [571, 1377, 842, 1393]
voter-entry: ....Adolphe, Mrs Celia, 1752 Leighton av, R: [129, 423, 375, 439]
voter-entry: ....Cady, Mrs Bernerda G, 1752 W 39th st, D: [129, 1231, 379, 1247]
voter-entry: ....McCormick, Clifford A, 1841 Browning blvd, D: [1011, 989, 1296, 1005]
voter-entry: ....Rets, Augustin, 1747 Leighton av, D: [1011, 1586, 1229, 1603]
voter-entry: ....Dietrich, Mrs Ruth E, 1743½ Leighton av, D: [129, 1684, 393, 1700]
